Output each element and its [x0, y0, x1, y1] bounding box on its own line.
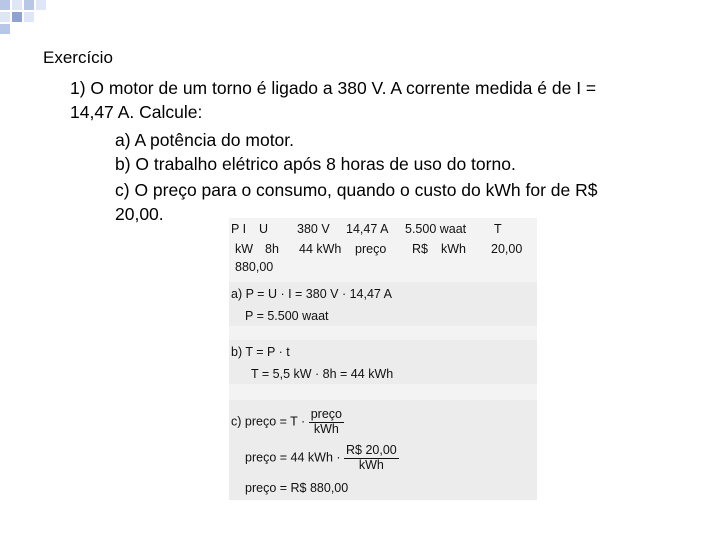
given-kw: kW: [235, 242, 254, 256]
part-c-result: [245, 481, 348, 495]
given-kwh: 44 kWh: [299, 242, 342, 256]
question-1-line-2: 14,47 A. Calcule:: [70, 102, 203, 122]
part-a-result: P = 5.500 waat: [245, 309, 329, 323]
part-c-result-value: R$ 880,00: [290, 481, 349, 495]
slide-title: Exercício: [43, 48, 113, 67]
item-b: b) O trabalho elétrico após 8 horas de uso do torno.: [115, 154, 516, 174]
part-c-step: [245, 444, 399, 473]
given-total: 880,00: [235, 260, 274, 274]
given-voltage: 380 V: [297, 222, 330, 236]
given-rs: R$: [412, 242, 428, 256]
given-price: 20,00: [491, 242, 523, 256]
given-p-i: P I: [231, 222, 247, 236]
given-u: U: [259, 222, 269, 236]
part-c-step-den: kWh: [358, 457, 384, 472]
item-c-line-2: 20,00.: [115, 204, 164, 224]
given-preco: preço: [355, 242, 387, 256]
given-t: T: [494, 222, 502, 236]
part-c-result-label: preço =: [245, 481, 288, 495]
part-b-result: T = 5,5 kW · 8h = 44 kWh: [251, 367, 394, 381]
part-a-formula: a) P = U · I = 380 V · 14,47 A: [231, 287, 392, 301]
given-power: 5.500 waat: [405, 222, 467, 236]
part-c-step-num: R$ 20,00: [346, 443, 397, 457]
part-b-formula: b) T = P · t: [231, 345, 290, 359]
part-c-fraction: [309, 408, 344, 437]
given-hours: 8h: [265, 242, 279, 256]
part-c-step-fraction: [344, 444, 399, 473]
part-c-formula: [231, 408, 344, 437]
solution-scan: [229, 218, 537, 500]
slide-corner-decoration: [0, 0, 60, 40]
given-current: 14,47 A: [346, 222, 389, 236]
item-c-line-1: c) O preço para o consumo, quando o custo do kWh for de R$: [115, 180, 598, 200]
item-a: a) A potência do motor.: [115, 130, 295, 150]
part-c-step-label: preço = 44 kWh ·: [245, 450, 341, 465]
part-c-fraction-den: kWh: [313, 421, 339, 436]
question-1-line-1: 1) O motor de um torno é ligado a 380 V. A corrente medida é de I =: [70, 78, 597, 98]
part-c-fraction-num: preço: [310, 407, 342, 421]
part-c-formula-label: c) preço = T ·: [231, 414, 306, 429]
given-kwh-2: kWh: [441, 242, 466, 256]
